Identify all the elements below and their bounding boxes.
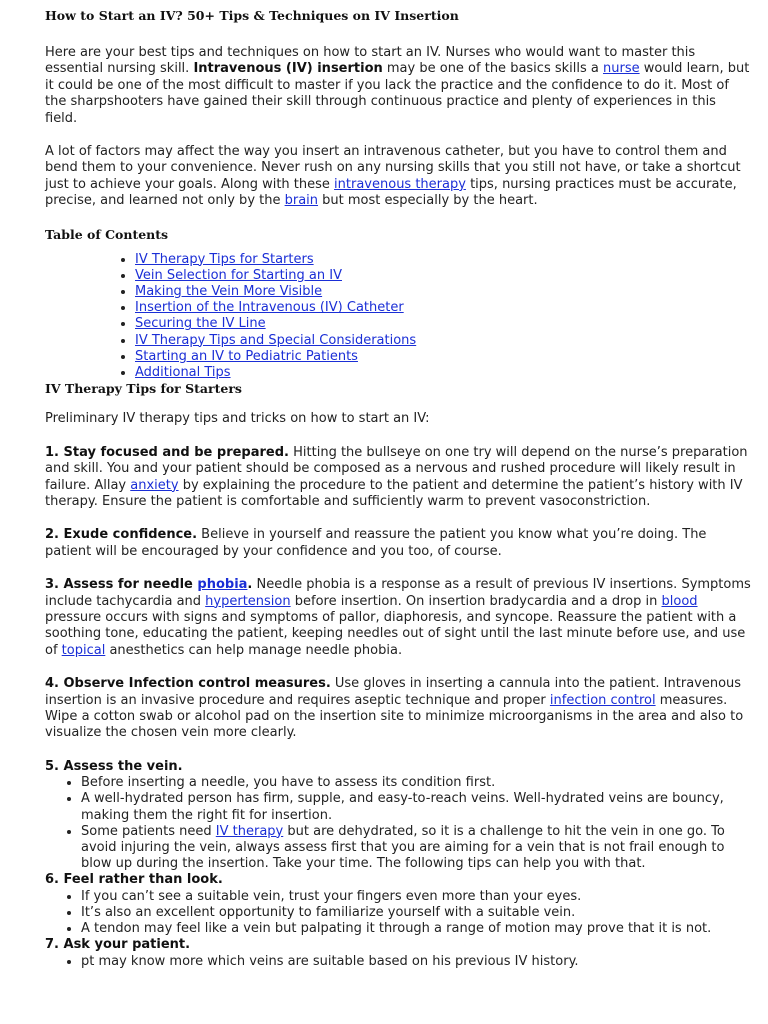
toc-item xyxy=(135,252,752,268)
tip2-heading: 2. Exude confidence. xyxy=(45,527,198,543)
tip5-list xyxy=(45,775,752,872)
toc-item xyxy=(135,300,752,316)
section-heading: IV Therapy Tips for Starters xyxy=(45,381,242,397)
link-brain[interactable]: brain xyxy=(284,193,319,209)
link-phobia[interactable]: phobia xyxy=(197,577,248,593)
toc-link-vein-visible[interactable]: Making the Vein More Visible xyxy=(135,284,323,300)
toc-link-special-considerations[interactable]: IV Therapy Tips and Special Considerations xyxy=(135,332,417,348)
tip6-heading-line xyxy=(45,872,752,888)
toc-item xyxy=(135,365,752,381)
toc-item xyxy=(135,333,752,349)
link-topical[interactable]: topical xyxy=(61,642,106,658)
intro1-text-3: would learn, but it could be one of the most difficult to master if you lack the practice and the confidence to do it. Most of the sharpshooters have gained their skill through continuous practice and plenty of experiences in this field. xyxy=(45,61,750,126)
link-iv-therapy[interactable]: IV therapy xyxy=(215,823,284,839)
tip3-text-1: Needle phobia is a response as a result of previous IV insertions. Symptoms include tachycardia and xyxy=(45,577,751,609)
tip-6 xyxy=(45,872,752,937)
toc-item xyxy=(135,268,752,284)
list-item xyxy=(81,824,752,873)
tip1-text-1: Hitting the bullseye on one try will depend on the nurse’s preparation and skill. You and your patient should be composed as a nervous and rushed procedure will likely result in failure. Allay xyxy=(45,444,748,493)
tip6-list xyxy=(45,889,752,938)
tip5-heading: 5. Assess the vein. xyxy=(45,758,183,774)
section-lead: Preliminary IV therapy tips and tricks on how to start an IV: xyxy=(45,411,430,427)
tip7-list xyxy=(45,954,752,970)
tip-3 xyxy=(45,577,752,659)
tip2-text: Believe in yourself and reassure the patient you know what you’re doing. The patient will be encouraged by your confidence and you too, of course. xyxy=(45,527,707,559)
tip-7 xyxy=(45,937,752,970)
tip3-heading-period: . xyxy=(247,577,253,593)
tip3-heading xyxy=(45,577,252,592)
intro1-text-2: may be one of the basics skills a xyxy=(382,61,603,77)
tip-4 xyxy=(45,676,752,742)
tip-1 xyxy=(45,445,752,511)
intro2-text-3: but most especially by the heart. xyxy=(318,193,538,209)
tip3-text-2: before insertion. On insertion bradycardia and a drop in xyxy=(290,593,662,609)
list-item: • A tendon may feel like a vein but palpating it through a range of motion may prove that it is not. xyxy=(81,921,752,937)
toc-link-pediatric[interactable]: Starting an IV to Pediatric Patients xyxy=(135,348,358,364)
tip5-bullet3-text-2: but are dehydrated, so it is a challenge to hit the vein in one go. To avoid injuring the vein, always assess first that you are aiming for a vein that is not frail enough to blow up during the insertion. Take your time. The following tips can help you with that. xyxy=(81,823,725,872)
link-infection-control[interactable]: infection control xyxy=(549,692,656,708)
tip-2 xyxy=(45,527,752,560)
tip-5 xyxy=(45,759,752,873)
toc-link-catheter-insertion[interactable]: Insertion of the Intravenous (IV) Catheter xyxy=(135,300,404,316)
tip4-heading: 4. Observe Infection control measures. xyxy=(45,676,331,692)
tip1-heading: 1. Stay focused and be prepared. xyxy=(45,444,289,460)
tip4-text-2: measures. Wipe a cotton swab or alcohol pad on the insertion site to minimize microorganisms in the area and also to visualize the chosen vein more clearly. xyxy=(45,692,744,741)
tip7-heading-line xyxy=(45,937,752,953)
toc-item xyxy=(135,316,752,332)
list-item: • It’s also an excellent opportunity to familiarize yourself with a suitable vein. xyxy=(81,905,752,921)
intro1-text-1: Here are your best tips and techniques on how to start an IV. Nurses who would want to master this essential nursing skill. xyxy=(45,45,696,77)
link-intravenous-therapy[interactable]: intravenous therapy xyxy=(334,176,466,192)
tip5-bullet3-text-1: Some patients need xyxy=(81,823,216,839)
intro-paragraph-1 xyxy=(45,45,752,127)
tip7-heading: 7. Ask your patient. xyxy=(45,937,191,953)
intro1-bold: Intravenous (IV) insertion xyxy=(193,61,383,77)
tip5-heading-line xyxy=(45,759,752,775)
table-of-contents xyxy=(45,252,752,382)
toc-link-vein-selection[interactable]: Vein Selection for Starting an IV xyxy=(135,267,342,283)
list-item: • Before inserting a needle, you have to assess its condition first. xyxy=(81,775,752,791)
link-nurse[interactable]: nurse xyxy=(603,61,640,77)
link-blood[interactable]: blood xyxy=(661,593,698,609)
toc-heading: Table of Contents xyxy=(45,226,169,242)
link-anxiety[interactable]: anxiety xyxy=(130,477,179,493)
page-title: How to Start an IV? 50+ Tips & Techniques on IV Insertion xyxy=(45,8,459,23)
toc-link-securing-iv[interactable]: Securing the IV Line xyxy=(135,316,266,332)
tip3-heading-text: 3. Assess for needle xyxy=(45,577,198,593)
toc-link-iv-therapy-tips[interactable]: IV Therapy Tips for Starters xyxy=(135,251,314,267)
intro-paragraph-2 xyxy=(45,144,752,210)
toc-item xyxy=(135,349,752,365)
list-item: • A well-hydrated person has firm, supple, and easy-to-reach veins. Well-hydrated veins are bouncy, making them the right fit for insertion. xyxy=(81,791,752,823)
tip3-text-3: pressure occurs with signs and symptoms of pallor, diaphoresis, and syncope. Reassure the patient with a soothing tone, educating the patient, keeping needles out of sight until the last minute before use, and use of xyxy=(45,609,746,658)
tip3-text-4: anesthetics can help manage needle phobia. xyxy=(105,642,403,658)
tip6-heading: 6. Feel rather than look. xyxy=(45,872,223,888)
toc-link-additional-tips[interactable]: Additional Tips xyxy=(135,365,231,381)
list-item: • If you can’t see a suitable vein, trust your fingers even more than your eyes. xyxy=(81,889,752,905)
intro2-text-2: tips, nursing practices must be accurate, precise, and learned not only by the xyxy=(45,176,737,209)
intro2-text-1: A lot of factors may affect the way you insert an intravenous catheter, but you have to control them and bend them to your convenience. Never rush on any nursing skills that you still not have, or take a shortcut just to achieve your goals. Along with these xyxy=(45,144,741,192)
list-item: • pt may know more which veins are suitable based on his previous IV history. xyxy=(81,954,752,970)
tip1-text-2: by explaining the procedure to the patient and determine the patient’s history with IV therapy. Ensure the patient is comfortable and sufficiently warm to prevent vasoconstriction. xyxy=(45,477,743,509)
tip4-text-1: Use gloves in inserting a cannula into the patient. Intravenous insertion is an invasive procedure and requires aseptic technique and proper xyxy=(45,676,742,708)
toc-item xyxy=(135,284,752,300)
link-hypertension[interactable]: hypertension xyxy=(205,593,291,609)
